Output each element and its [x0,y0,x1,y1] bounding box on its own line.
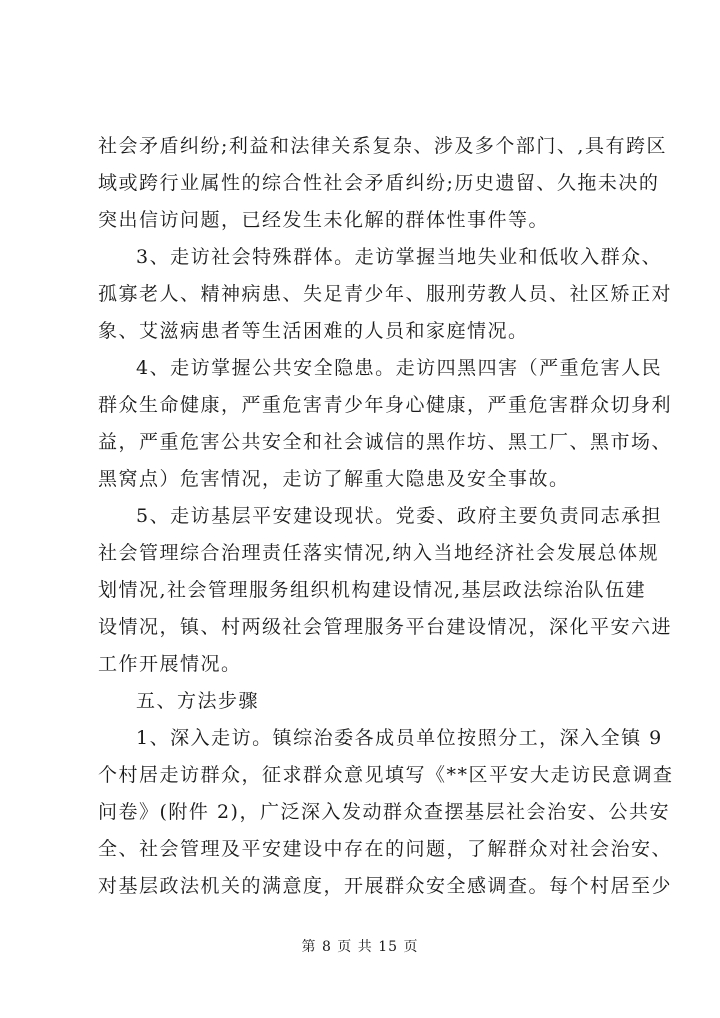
text-line: 工作开展情况。 [98,653,242,675]
text-line: 社会管理综合治理责任落实情况,纳入当地经济社会发展总体规 [98,542,660,564]
paragraph-first-line: 3、走访社会特殊群体。走访掌握当地失业和低收入群众、 [136,246,663,268]
text-line: 益，严重危害公共安全和社会诚信的黑作坊、黑工厂、黑市场、 [98,431,673,453]
paragraph-first-line: 5、走访基层平安建设现状。党委、政府主要负责同志承担 [136,505,663,527]
text-line: 黑窝点）危害情况，走访了解重大隐患及安全事故。 [98,468,570,490]
text-line: 群众生命健康，严重危害青少年身心健康，严重危害群众切身利 [98,394,673,416]
text-line: 设情况，镇、村两级社会管理服务平台建设情况，深化平安六进 [98,616,673,638]
paragraph-first-line: 4、走访掌握公共安全隐患。走访四黑四害（严重危害人民 [136,357,663,379]
paragraph-first-line: 五、方法步骤 [136,690,260,712]
document-body [98,128,674,905]
text-line: 域或跨行业属性的综合性社会矛盾纠纷;历史遗留、久拖未决的 [98,172,660,194]
page-number-footer: 第 8 页 共 15 页 [301,939,419,955]
text-line: 象、艾滋病患者等生活困难的人员和家庭情况。 [98,320,529,342]
text-line: 全、社会管理及平安建设中存在的问题，了解群众对社会治安、 [98,838,673,860]
text-line: 孤寡老人、精神病患、失足青少年、服刑劳教人员、社区矫正对 [98,283,673,305]
text-line: 突出信访问题，已经发生未化解的群体性事件等。 [98,209,550,231]
text-line: 个村居走访群众，征求群众意见填写《**区平安大走访民意调查 [98,764,674,786]
text-line: 社会矛盾纠纷;利益和法律关系复杂、涉及多个部门、,具有跨区 [98,135,667,157]
paragraph-first-line: 1、深入走访。镇综治委各成员单位按照分工，深入全镇 9 [136,727,663,749]
text-line: 划情况,社会管理服务组织机构建设情况,基层政法综治队伍建 [98,579,647,601]
text-line: 对基层政法机关的满意度，开展群众安全感调查。每个村居至少 [98,875,673,897]
text-line: 问卷》(附件 2)，广泛深入发动群众查摆基层社会治安、公共安 [98,801,670,823]
